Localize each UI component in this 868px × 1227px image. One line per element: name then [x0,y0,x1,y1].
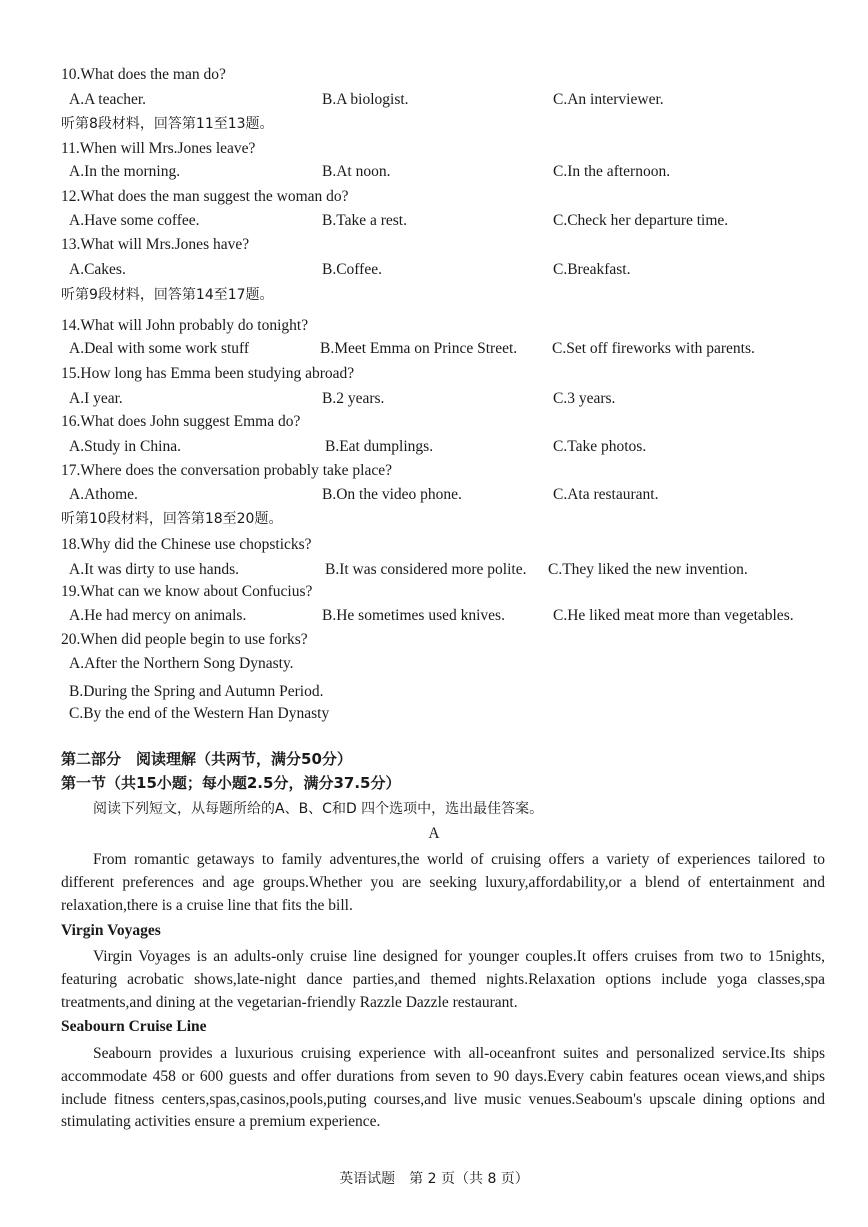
option-c: C.By the end of the Western Han Dynasty [69,705,330,722]
option-b: B.Meet Emma on Prince Street. [320,340,518,357]
paragraph-seabourn: Seabourn provides a luxurious cruising experience with all-oceanfront suites and personalized service.Its ships accommodate 458 or 600 guests and offer durations from seven to 90 days.Every cabin features ocean views,and ships include fitness centers,spas,casinos,pools,puting courses,and live music venues.Seaboum's upscale dining options and stimulating activities ensure a premium experience. [61,1045,825,1131]
option-b: B.Coffee. [322,261,382,278]
paragraph-virgin-voyages: Virgin Voyages is an adults-only cruise line designed for younger couples.It offers cruises from two to 15nights, featuring acrobatic shows,late-night dance parties,and themed nights.Relaxation options include yoga classes,spa treatments,and dining at the vegetarian-friendly Razzle Dazzle restaurant. [61,948,825,1011]
section1-title: 第一节（共15小题；每小题2.5分，满分37.5分） [61,774,401,792]
option-b: B.During the Spring and Autumn Period. [69,683,324,700]
instruction-seg9: 听第9段材料，回答第14至17题。 [61,287,274,303]
option-c: C.An interviewer. [553,91,664,108]
option-a: A.Have some coffee. [69,212,200,229]
heading-virgin-voyages: Virgin Voyages [61,922,161,939]
directions: 阅读下列短文，从每题所给的A、B、C和D 四个选项中，选出最佳答案。 [93,801,544,817]
option-b: B.Take a rest. [322,212,407,229]
option-a: A.Study in China. [69,438,181,455]
question-17: 17.Where does the conversation probably take place? [61,462,392,479]
question-18: 18.Why did the Chinese use chopsticks? [61,536,312,553]
passage-intro: From romantic getaways to family adventures,the world of cruising offers a variety of experiences tailored to different preferences and age groups.Whether you are seeking luxury,affordability,or a blend of entertainment and relaxation,there is a cruise line that fits the bill. [61,851,825,914]
option-b: B.It was considered more polite. [325,561,527,578]
option-a: A.After the Northern Song Dynasty. [69,655,294,672]
question-14: 14.What will John probably do tonight? [61,317,309,334]
question-20: 20.When did people begin to use forks? [61,631,308,648]
instruction-seg10: 听第10段材料，回答第18至20题。 [61,511,283,527]
option-c: C.He liked meat more than vegetables. [553,607,794,624]
question-10: 10.What does the man do? [61,66,226,83]
option-a: A.Deal with some work stuff [69,340,250,357]
option-b: B.At noon. [322,163,391,180]
question-11: 11.When will Mrs.Jones leave? [61,140,256,157]
heading-seabourn: Seabourn Cruise Line [61,1018,207,1035]
question-13: 13.What will Mrs.Jones have? [61,236,250,253]
option-a: A.In the morning. [69,163,181,180]
question-19: 19.What can we know about Confucius? [61,583,313,600]
option-c: C.3 years. [553,390,616,407]
option-a: A.A teacher. [69,91,147,108]
option-b: B.A biologist. [322,91,409,108]
question-16: 16.What does John suggest Emma do? [61,413,301,430]
option-a: A.It was dirty to use hands. [69,561,240,578]
instruction-seg8: 听第8段材料，回答第11至13题。 [61,116,274,132]
option-a: A.Cakes. [69,261,126,278]
question-15: 15.How long has Emma been studying abroad? [61,365,355,382]
option-c: C.Ata restaurant. [553,486,659,503]
option-a: A.I year. [69,390,123,407]
option-c: C.In the afternoon. [553,163,671,180]
option-b: B.Eat dumplings. [325,438,434,455]
option-b: B.On the video phone. [322,486,462,503]
page-footer: 英语试题 第 2 页（共 8 页） [339,1171,529,1187]
option-a: A.He had mercy on animals. [69,607,247,624]
option-c: C.Breakfast. [553,261,631,278]
passage-label: A [428,825,440,842]
option-c: C.Take photos. [553,438,647,455]
option-c: C.Check her departure time. [553,212,729,229]
option-c: C.Set off fireworks with parents. [552,340,755,357]
option-b: B.2 years. [322,390,385,407]
option-a: A.Athome. [69,486,138,503]
option-b: B.He sometimes used knives. [322,607,505,624]
option-c: C.They liked the new invention. [548,561,748,578]
question-12: 12.What does the man suggest the woman do? [61,188,349,205]
part2-title: 第二部分 阅读理解（共两节，满分50分） [61,750,352,768]
